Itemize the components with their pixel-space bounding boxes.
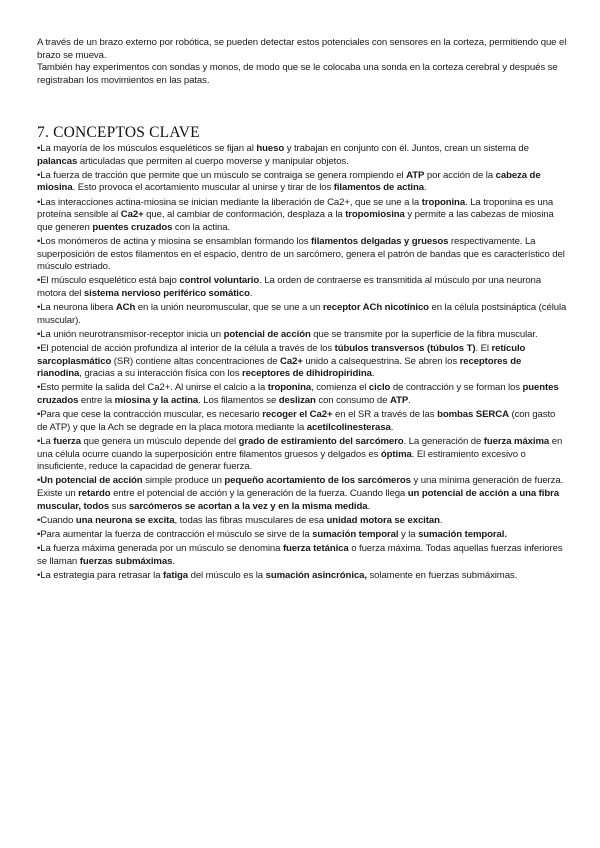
bold-text: deslizan [278, 395, 316, 407]
text-run: . [367, 500, 371, 512]
text-run: . Los filamentos se [198, 395, 279, 407]
bold-text: miosina y la actina [114, 395, 199, 407]
text-run: •Para que cese la contracción muscular, es necesario [37, 409, 263, 421]
text-run: • [37, 475, 41, 487]
bold-text: receptores de dihidropiridina [241, 368, 372, 380]
bold-text: palancas [37, 155, 78, 167]
bold-text: unidad motora se excitan [326, 514, 440, 526]
text-run: en una célula ocurre cuando la superposición entre filamentos gruesos y delgados es [37, 436, 563, 460]
text-run: . [408, 395, 411, 407]
text-run: con la actina. [172, 221, 231, 233]
bold-text: tropomiosina [345, 209, 405, 221]
key-concept-item [37, 570, 567, 583]
key-concept-item [37, 543, 567, 568]
text-run: . La orden de contraerse es transmitida al músculo por una neurona motora del [37, 275, 542, 299]
key-concept-item [37, 329, 567, 342]
text-run: sus [109, 500, 129, 512]
text-run: en el SR a través de las [332, 409, 438, 421]
text-run: •Las interacciones actina-miosina se inician mediante la liberación de Ca2+, que se une a la [37, 196, 422, 208]
bold-text: túbulos transversos (túbulos T) [334, 343, 476, 355]
bold-text: un potencial de acción a una fibra muscular, todos [37, 487, 559, 512]
text-run: del músculo es la [188, 569, 266, 581]
key-concept-item [37, 143, 567, 168]
text-run: •La fuerza de tracción que permite que un músculo se contraiga se genera rompiendo el [37, 169, 407, 181]
key-concept-item [37, 170, 567, 195]
text-run: •La fuerza máxima generada por un músculo se denomina [37, 543, 283, 555]
bold-text: troponina [421, 196, 466, 208]
text-run: . [172, 555, 175, 567]
text-run: articuladas que permiten al cuerpo moverse y manipular objetos. [77, 155, 349, 167]
text-run: •Esto permite la salida del Ca2+. Al unirse el calcio a la [37, 382, 268, 394]
bold-text: cabeza de miosina [37, 169, 541, 194]
bold-text: fuerza tetánica [282, 543, 349, 555]
bold-text: control voluntario [179, 275, 260, 287]
text-run: (con gasto de ATP) y que la Ach se degrade en la placa motora mediante la [37, 409, 556, 433]
key-concept-item [37, 529, 567, 542]
text-run: •La estrategia para retrasar la [37, 569, 164, 581]
text-run: y trabajan en conjunto con él. Juntos, crean un sistema de [284, 143, 529, 154]
bold-text: óptima [380, 448, 412, 460]
bold-text: pequeño acortamiento de los sarcómeros [224, 475, 411, 487]
bold-text: puentes cruzados [37, 382, 559, 407]
text-run: por acción de la [424, 169, 496, 181]
bold-text: ATP [389, 395, 409, 407]
bold-text: fatiga [163, 569, 189, 581]
bold-text: ciclo [368, 382, 391, 394]
bold-text: acetilcolinesterasa [306, 421, 391, 433]
key-concepts-list [37, 143, 567, 584]
text-run: •Para aumentar la fuerza de contracción el músculo se sirve de la [37, 528, 313, 540]
text-run: que genera un músculo depende del [80, 436, 239, 447]
key-concept-item [37, 382, 567, 407]
bold-text: fuerza [53, 436, 81, 447]
bold-text: grado de estiramiento del sarcómero [238, 436, 404, 447]
bold-text: ATP [406, 169, 425, 181]
key-concept-item [37, 343, 567, 381]
bold-text: fuerzas submáximas [79, 555, 173, 567]
text-run: (SR) contiene altas concentraciones de [111, 355, 281, 367]
key-concept-item [37, 236, 567, 274]
text-run: •La neurona libera [37, 302, 116, 314]
intro-paragraph: A través de un brazo externo por robótica, se pueden detectar estos potenciales con sensores en la corteza, permitiendo que el brazo se mueva. [37, 37, 567, 61]
text-run: . El estiramiento excesivo o insuficiente, reduce la capacidad de generar fuerza. [37, 448, 526, 473]
text-run: entre el potencial de acción y la generación de la fuerza. Cuando llega [110, 487, 408, 499]
text-run: •El músculo esquelético está bajo [37, 275, 180, 287]
bold-text: hueso [256, 143, 285, 154]
text-run: entre la [78, 395, 115, 407]
text-run: , gracias a su interacción física con los [79, 368, 242, 380]
text-run: que, al cambiar de conformación, desplaza a la [143, 209, 346, 221]
text-run: respectivamente. La superposición de estos filamentos en el espacio, dentro de un sarcómero, genera el patrón de bandas que es característico del músculo estriado. [37, 235, 565, 273]
bold-text: retículo sarcoplasmático [37, 343, 526, 367]
section-title: 7. CONCEPTOS CLAVE [37, 124, 200, 141]
bold-text: una neurona se excita [75, 514, 175, 526]
bold-text: Ca2+ [120, 209, 144, 221]
key-concept-item [37, 275, 567, 300]
bold-text: receptores de rianodina [37, 355, 522, 380]
text-run: . La troponina es una proteína sensible al [37, 196, 554, 221]
bold-text: retardo [78, 487, 111, 499]
text-run: que se transmite por la superficie de la fibra muscular. [310, 328, 538, 340]
bold-text: Un potencial de acción [40, 475, 143, 487]
text-run: , comienza el [311, 382, 369, 394]
text-run: unido a calsequestrina. Se abren los [302, 355, 460, 367]
text-run: . [439, 514, 443, 526]
text-run: . Esto provoca el acortamiento muscular al unirse y tirar de los [72, 182, 334, 194]
text-run: . [371, 368, 375, 380]
text-run: •La unión neurotransmisor-receptor inicia un [37, 328, 224, 340]
text-run: solamente en fuerzas submáximas. [366, 569, 518, 581]
bold-text: sumación temporal [312, 528, 399, 540]
bold-text: troponina [267, 382, 312, 394]
text-run: •La [37, 436, 54, 447]
text-run: . [249, 287, 253, 299]
text-run: y la [398, 528, 419, 540]
key-concept-item [37, 409, 567, 434]
intro-paragraph: También hay experimentos con sondas y monos, de modo que se le colocaba una sonda en la corteza cerebral y después se registraban los movimientos en las patas. [37, 62, 558, 86]
key-concept-item [37, 475, 567, 513]
text-run: con consumo de [315, 395, 390, 407]
bold-text: puentes cruzados [92, 221, 173, 233]
text-run: , todas las fibras musculares de esa [174, 514, 327, 526]
text-run: . [423, 182, 427, 194]
bold-text: sistema nervioso periférico somático [83, 287, 250, 299]
text-run: •El potencial de acción profundiza al interior de la célula a través de los [37, 343, 335, 355]
intro-text [37, 37, 567, 87]
text-run: . El [475, 343, 492, 355]
bold-text: ACh [115, 302, 136, 314]
bold-text: Ca2+ [280, 355, 303, 367]
key-concept-item [37, 197, 567, 235]
bold-text: sarcómeros se acortan a la vez y en la misma medida [128, 500, 368, 512]
bold-text: potencial de acción [223, 328, 311, 340]
bold-text: bombas SERCA [437, 409, 509, 421]
text-run: en la célula postsináptica (célula muscular). [37, 302, 567, 326]
key-concept-item [37, 436, 567, 474]
bold-text: sumación asincrónica, [265, 569, 367, 581]
bold-text: filamentos de actina [333, 182, 424, 194]
bold-text: receptor ACh nicotínico [322, 302, 429, 314]
bold-text: recoger el Ca2+ [262, 409, 333, 421]
text-run: •La mayoría de los músculos esqueléticos se fijan al [37, 143, 257, 154]
bold-text: filamentos delgadas y gruesos [311, 235, 449, 247]
text-run: y una mínima generación de fuerza. Existe un [37, 475, 564, 499]
text-run: y permite a las cabezas de miosina que generen [37, 209, 554, 233]
text-run: o fuerza máxima. Todas aquellas fuerzas inferiores se llaman [37, 543, 563, 567]
text-run: simple produce un [142, 475, 225, 487]
bold-text: fuerza máxima [483, 436, 550, 447]
text-run: . [390, 421, 394, 433]
text-run: . La generación de [403, 436, 484, 447]
key-concept-item [37, 302, 567, 327]
key-concept-item [37, 515, 567, 528]
text-run: •Cuando [37, 514, 76, 526]
bold-text: sumación temporal. [418, 528, 507, 540]
text-run: •Los monómeros de actina y miosina se ensamblan formando los [37, 235, 312, 247]
text-run: en la unión neuromuscular, que se une a un [135, 302, 323, 314]
text-run: de contracción y se forman los [390, 382, 523, 394]
